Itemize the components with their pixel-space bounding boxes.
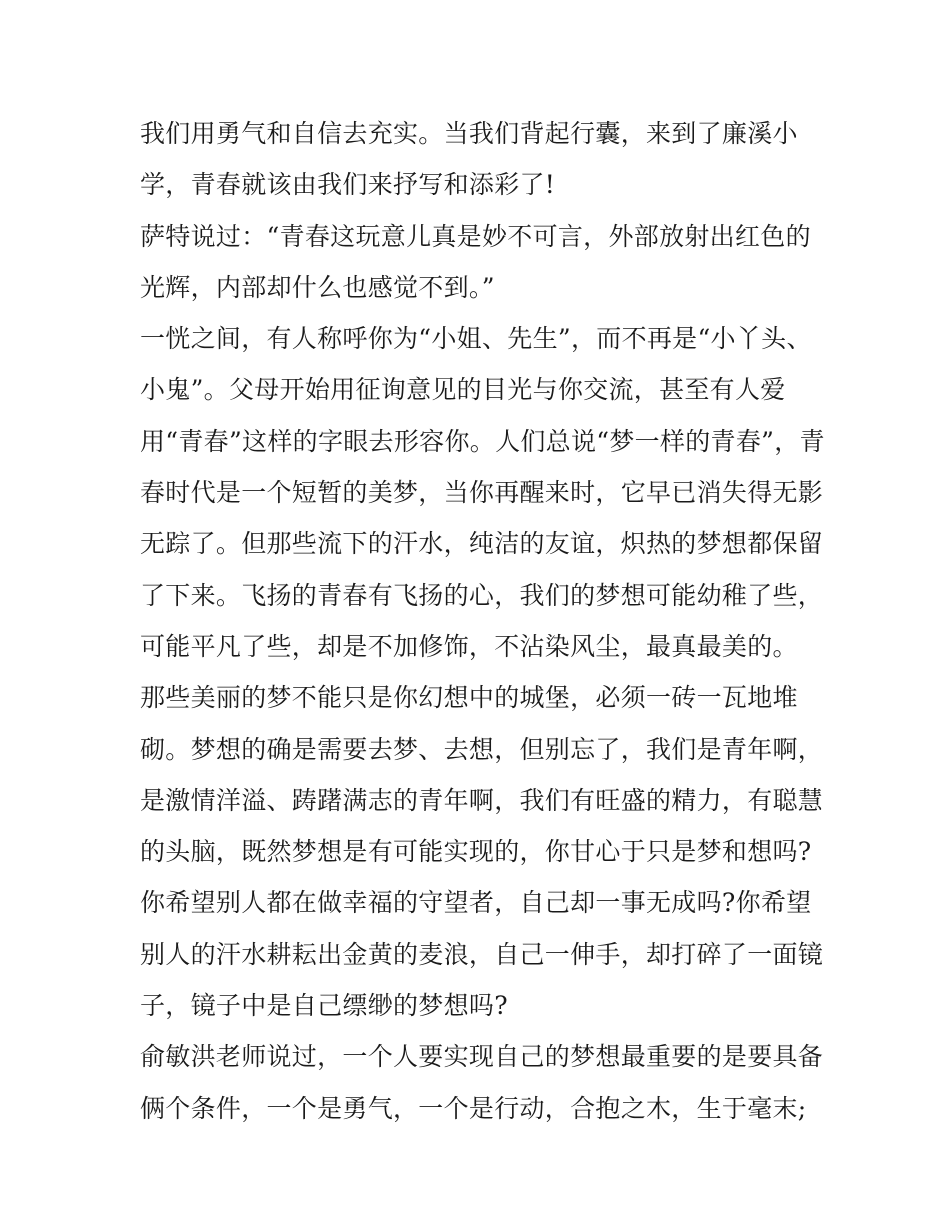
text-line: 我们用勇气和自信去充实。当我们背起行囊，来到了廉溪小 bbox=[140, 119, 798, 148]
text-line: 你希望别人都在做幸福的守望者，自己却一事无成吗?你希望 bbox=[140, 888, 812, 918]
text-line: 学，青春就该由我们来抒写和添彩了! bbox=[140, 170, 556, 200]
text-line: 小鬼”。父母开始用征询意见的目光与你交流，甚至有人爱 bbox=[140, 375, 786, 405]
text-line: 的头脑，既然梦想是有可能实现的，你甘心于只是梦和想吗? bbox=[140, 837, 812, 867]
text-line: 俩个条件，一个是勇气，一个是行动，合抱之木，生于毫末; bbox=[140, 1093, 807, 1123]
text-line: 一恍之间，有人称呼你为“小姐、先生”，而不再是“小丫头、 bbox=[140, 324, 812, 354]
text-line: 春时代是一个短暂的美梦，当你再醒来时，它早已消失得无影 bbox=[140, 478, 824, 508]
text-line: 光辉，内部却什么也感觉不到。” bbox=[140, 272, 495, 302]
text-line: 了下来。飞扬的青春有飞扬的心，我们的梦想可能幼稚了些， bbox=[140, 580, 824, 610]
text-line: 用“青春”这样的字眼去形容你。人们总说“梦一样的青春”，青 bbox=[140, 426, 825, 456]
text-line: 无踪了。但那些流下的汗水，纯洁的友谊，炽热的梦想都保留 bbox=[140, 529, 824, 559]
text-line: 可能平凡了些，却是不加修饰，不沾染风尘，最真最美的。 bbox=[140, 631, 798, 661]
text-line: 别人的汗水耕耘出金黄的麦浪，自己一伸手，却打碎了一面镜 bbox=[140, 939, 824, 969]
text-line: 那些美丽的梦不能只是你幻想中的城堡，必须一砖一瓦地堆 bbox=[140, 683, 798, 713]
document-body bbox=[140, 108, 825, 1134]
text-line: 萨特说过：“青春这玩意儿真是妙不可言，外部放射出红色的 bbox=[140, 221, 811, 251]
text-line: 是激情洋溢、踌躇满志的青年啊，我们有旺盛的精力，有聪慧 bbox=[140, 785, 824, 815]
text-line: 俞敏洪老师说过，一个人要实现自己的梦想最重要的是要具备 bbox=[140, 1042, 824, 1072]
text-line: 砌。梦想的确是需要去梦、去想，但别忘了，我们是青年啊， bbox=[140, 734, 824, 764]
text-line: 子，镜子中是自己缥缈的梦想吗? bbox=[140, 991, 508, 1021]
